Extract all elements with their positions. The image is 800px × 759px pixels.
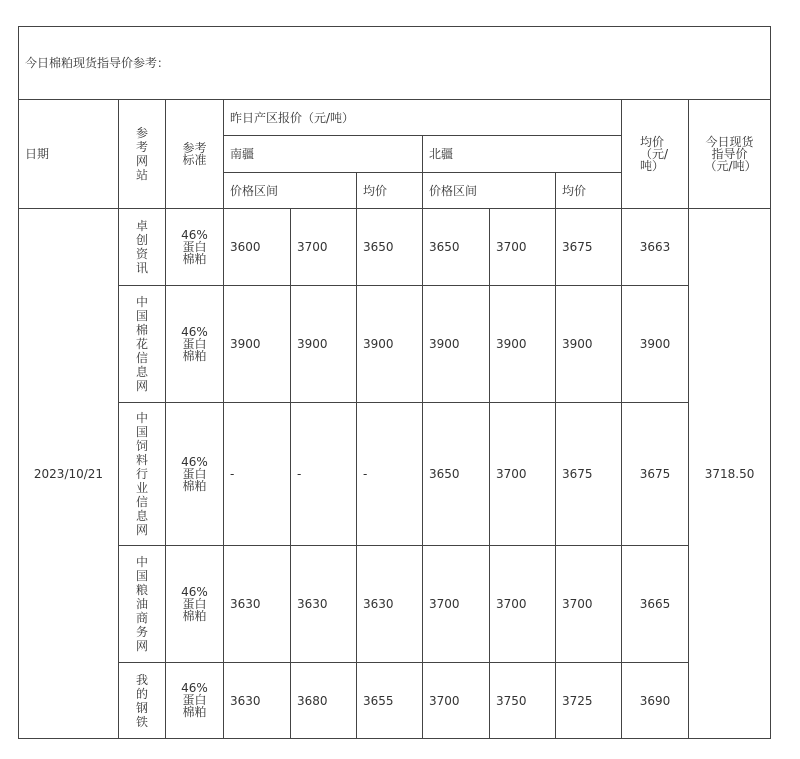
avg-cell: 3900 [622, 286, 689, 403]
table-row [19, 403, 771, 546]
south-header: 南疆 [224, 136, 423, 173]
south-high-cell: 3680 [291, 663, 357, 739]
south-low-cell: - [224, 403, 291, 546]
site-header: 参考网站 [119, 100, 166, 209]
north-low-cell: 3700 [423, 663, 490, 739]
north-avg-cell: 3725 [556, 663, 622, 739]
north-avg-cell: 3675 [556, 209, 622, 286]
site-cell: 中国饲料行业信息网 [119, 403, 166, 546]
header-row-1 [19, 100, 771, 136]
south-avg-header: 均价 [357, 173, 423, 209]
south-avg-cell: - [357, 403, 423, 546]
north-avg-cell: 3700 [556, 546, 622, 663]
avg-cell: 3665 [622, 546, 689, 663]
date-cell: 2023/10/21 [19, 209, 119, 739]
table-row [19, 286, 771, 403]
north-avg-cell: 3900 [556, 286, 622, 403]
table-row [19, 546, 771, 663]
south-high-cell: - [291, 403, 357, 546]
north-high-cell: 3700 [490, 403, 556, 546]
south-low-cell: 3630 [224, 546, 291, 663]
avg-cell: 3675 [622, 403, 689, 546]
standard-cell: 46%蛋白棉粕 [166, 403, 224, 546]
south-avg-cell: 3655 [357, 663, 423, 739]
south-high-cell: 3630 [291, 546, 357, 663]
avg-cell: 3663 [622, 209, 689, 286]
yesterday-price-header: 昨日产区报价（元/吨） [224, 100, 622, 136]
site-cell: 我的钢铁 [119, 663, 166, 739]
north-high-cell: 3700 [490, 209, 556, 286]
standard-cell: 46%蛋白棉粕 [166, 286, 224, 403]
title-row [19, 27, 771, 100]
south-high-cell: 3700 [291, 209, 357, 286]
date-header: 日期 [19, 100, 119, 209]
south-avg-cell: 3900 [357, 286, 423, 403]
standard-cell: 46%蛋白棉粕 [166, 546, 224, 663]
north-avg-header: 均价 [556, 173, 622, 209]
south-range-header: 价格区间 [224, 173, 357, 209]
north-range-header: 价格区间 [423, 173, 556, 209]
south-avg-cell: 3650 [357, 209, 423, 286]
north-low-cell: 3900 [423, 286, 490, 403]
standard-cell: 46%蛋白棉粕 [166, 663, 224, 739]
south-high-cell: 3900 [291, 286, 357, 403]
north-low-cell: 3650 [423, 403, 490, 546]
avg-price-header: 均价（元/吨） [622, 100, 689, 209]
table-row [19, 209, 771, 286]
north-low-cell: 3650 [423, 209, 490, 286]
standard-cell: 46%蛋白棉粕 [166, 209, 224, 286]
today-price-header: 今日现货指导价（元/吨） [689, 100, 771, 209]
site-cell: 中国棉花信息网 [119, 286, 166, 403]
standard-header: 参考标准 [166, 100, 224, 209]
site-cell: 卓创资讯 [119, 209, 166, 286]
table-row [19, 663, 771, 739]
north-high-cell: 3750 [490, 663, 556, 739]
north-high-cell: 3700 [490, 546, 556, 663]
south-low-cell: 3630 [224, 663, 291, 739]
north-high-cell: 3900 [490, 286, 556, 403]
price-table [18, 26, 771, 739]
site-cell: 中国粮油商务网 [119, 546, 166, 663]
today-price-cell: 3718.50 [689, 209, 771, 739]
south-low-cell: 3900 [224, 286, 291, 403]
avg-cell: 3690 [622, 663, 689, 739]
south-avg-cell: 3630 [357, 546, 423, 663]
south-low-cell: 3600 [224, 209, 291, 286]
north-avg-cell: 3675 [556, 403, 622, 546]
north-low-cell: 3700 [423, 546, 490, 663]
table-title: 今日棉粕现货指导价参考： [19, 27, 771, 100]
north-header: 北疆 [423, 136, 622, 173]
